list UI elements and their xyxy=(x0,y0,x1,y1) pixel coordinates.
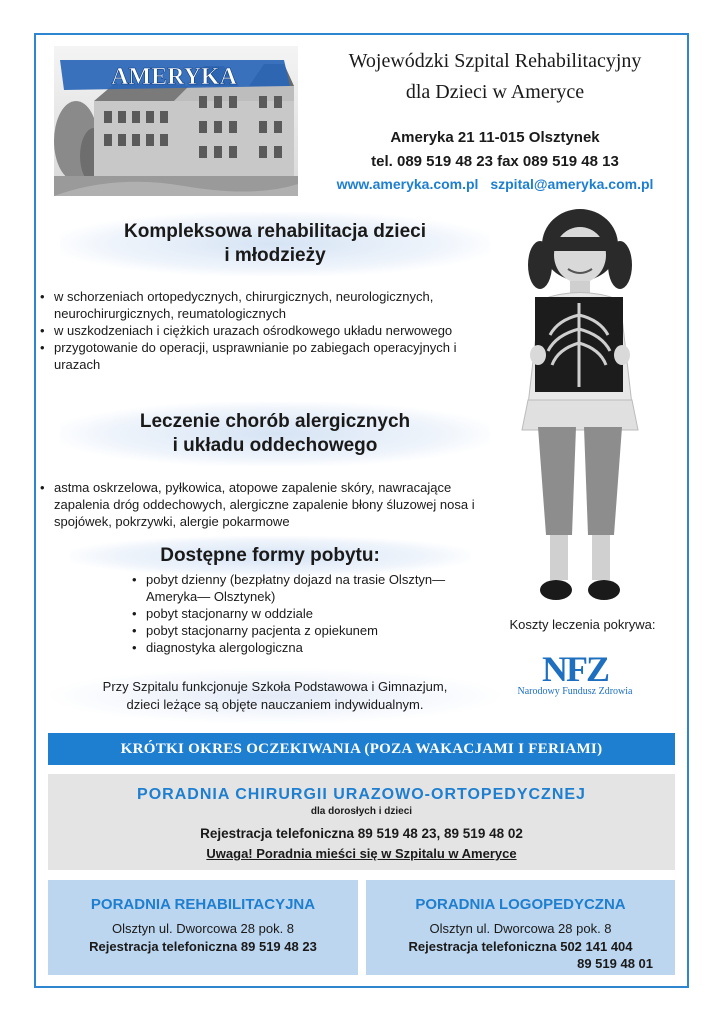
web-links xyxy=(300,176,690,192)
list-item: • w uszkodzeniach i ciężkich urazach ośrodkowego układu nerwowego xyxy=(38,322,503,339)
list-item: • przygotowanie do operacji, usprawnianie po zabiegach operacyjnych i urazach xyxy=(38,339,503,373)
nfz-subtitle: Narodowy Fundusz Zdrowia xyxy=(517,686,633,697)
section-allergy-heading xyxy=(90,410,460,458)
rehab-list xyxy=(38,288,503,373)
stay-forms-list xyxy=(130,571,460,656)
school-note xyxy=(50,678,500,714)
waiting-time-banner: KRÓTKI OKRES OCZEKIWANIA (POZA WAKACJAMI I FERIAMI) xyxy=(48,733,675,765)
speech-clinic-address: Olsztyn ul. Dworcowa 28 pok. 8 xyxy=(429,921,612,936)
section-rehab-heading xyxy=(90,220,460,268)
contact-block xyxy=(300,126,690,174)
hospital-title-line1: Wojewódzki Szpital Rehabilitacyjny xyxy=(348,50,642,72)
rehab-clinic-address: Olsztyn ul. Dworcowa 28 pok. 8 xyxy=(111,921,295,936)
list-item: • pobyt stacjonarny pacjenta z opiekunem xyxy=(130,622,460,639)
speech-clinic-registration: Rejestracja telefoniczna 502 141 404 xyxy=(408,939,633,954)
school-note-line2: dzieci leżące są objęte nauczaniem indywidualnym. xyxy=(126,697,424,712)
section-rehab-heading-line2: i młodzieży xyxy=(224,245,326,266)
list-item: • pobyt dzienny (bezpłatny dojazd na trasie Olsztyn— Ameryka— Olsztynek) xyxy=(130,571,460,605)
rehab-clinic-registration: Rejestracja telefoniczna 89 519 48 23 xyxy=(89,939,317,954)
rehab-clinic-title: PORADNIA REHABILITACYJNA xyxy=(90,896,316,913)
list-item: • pobyt stacjonarny w oddziale xyxy=(130,605,460,622)
nfz-logo-text: NFZ xyxy=(542,649,608,689)
website-link[interactable]: www.ameryka.com.pl xyxy=(336,176,479,192)
email-link[interactable]: szpital@ameryka.com.pl xyxy=(490,176,654,192)
speech-clinic-box xyxy=(366,880,675,975)
rehab-clinic-box xyxy=(48,880,358,975)
school-note-line1: Przy Szpitalu funkcjonuje Szkoła Podstawowa i Gimnazjum, xyxy=(102,679,448,694)
section-rehab-heading-line1: Kompleksowa rehabilitacja dzieci xyxy=(124,221,426,242)
hospital-title xyxy=(300,46,690,108)
hospital-title-line2: dla Dzieci w Ameryce xyxy=(405,81,585,103)
list-item: • w schorzeniach ortopedycznych, chirurgicznych, neurologicznych, neurochirurgicznych, reumatologicznych xyxy=(38,288,503,322)
phone-fax: tel. 089 519 48 23 fax 089 519 48 13 xyxy=(371,153,619,170)
ortho-clinic-note: Uwaga! Poradnia mieści się w Szpitalu w Ameryce xyxy=(206,846,517,861)
ortho-clinic-box xyxy=(48,774,675,870)
funding-label: Koszty leczenia pokrywa: xyxy=(509,617,656,632)
section-stay-heading: Dostępne formy pobytu: xyxy=(100,544,440,568)
ortho-clinic-subtitle: dla dorosłych i dzieci xyxy=(310,806,413,817)
speech-clinic-title: PORADNIA LOGOPEDYCZNA xyxy=(415,896,626,913)
list-item: • astma oskrzelowa, pyłkowica, atopowe zapalenie skóry, nawracające zapalenia dróg oddechowych, alergiczne zapalenie błony śluzowej nosa i spojówek, pokrzywki, alergie pokarmowe xyxy=(38,479,493,530)
speech-clinic-registration-extra: 89 519 48 01 xyxy=(577,956,653,971)
logo-text: AMERYKA xyxy=(111,64,237,90)
section-allergy-heading-line2: i układu oddechowego xyxy=(172,435,378,456)
hospital-building-photo xyxy=(54,46,298,196)
section-allergy-heading-line1: Leczenie chorób alergicznych xyxy=(139,411,411,432)
allergy-list xyxy=(38,479,493,530)
ortho-clinic-title: PORADNIA CHIRURGII URAZOWO-ORTOPEDYCZNEJ xyxy=(137,786,586,803)
address: Ameryka 21 11-015 Olsztynek xyxy=(390,129,600,146)
girl-with-xray-photo xyxy=(510,205,650,615)
list-item: • diagnostyka alergologiczna xyxy=(130,639,460,656)
ortho-clinic-registration: Rejestracja telefoniczna 89 519 48 23, 89 519 48 02 xyxy=(200,826,523,841)
